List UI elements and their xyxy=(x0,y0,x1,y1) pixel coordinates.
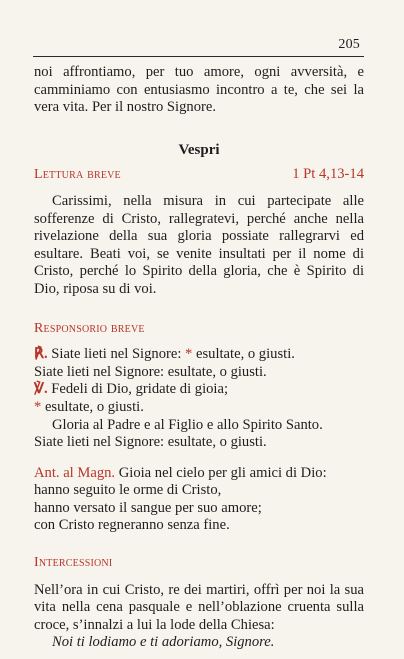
responsorio-line-4 xyxy=(34,399,364,417)
intercessioni-text: Nell’ora in cui Cristo, re dei martiri, offrì per noi la sua vita nella cena pasquale e nell’oblazione cruenta sulla croce, s’innalzi a lui la lode della Chiesa: xyxy=(34,581,364,633)
vespri-title: Vespri xyxy=(178,141,220,158)
page-content xyxy=(34,60,364,652)
antifona-line-1 xyxy=(34,465,364,483)
responsorio-line-5: Gloria al Padre e al Figlio e allo Spirito Santo. xyxy=(52,416,323,433)
antifona-line-2: hanno seguito le orme di Cristo, xyxy=(34,482,222,499)
intercessioni-response: Noi ti lodiamo e ti adoriamo, Signore. xyxy=(52,634,275,651)
responsorio-line-1 xyxy=(34,346,364,364)
responsorio-line-2: Siate lieti nel Signore: esultate, o giusti. xyxy=(34,363,267,380)
intercessioni-label: Intercessioni xyxy=(34,555,113,571)
responsorio-label: Responsorio breve xyxy=(34,320,145,336)
responsorio-text-1a: Siate lieti nel Signore: xyxy=(47,346,186,363)
header-rule xyxy=(33,56,364,57)
responsorio-text-4: esultate, o giusti. xyxy=(41,398,144,415)
responsorio-line-3 xyxy=(34,381,364,399)
lettura-breve-label: Lettura breve xyxy=(34,167,121,183)
antifona-block xyxy=(34,465,364,535)
asterisk-mark: * xyxy=(185,346,193,363)
lettura-breve-reference: 1 Pt 4,13-14 xyxy=(292,166,364,183)
lettura-breve-text: Carissimi, nella misura in cui partecipate alle sofferenze di Cristo, rallegratevi, perché anche nella rivelazione della sua gloria possiate rallegrarvi ed esultare. Beati voi, se venite insultati per il nome di Cristo, perché lo Spirito della gloria, che è Spirito di Dio, riposa su di voi. xyxy=(34,192,364,297)
responsorio-text-1b: esultate, o giusti. xyxy=(192,346,295,363)
lettura-breve-heading xyxy=(34,166,364,184)
antifona-label: Ant. al Magn. xyxy=(34,464,116,481)
responsorio-block xyxy=(34,346,364,452)
versicle-symbol: ℣. xyxy=(34,381,48,398)
antifona-text-1: Gioia nel cielo per gli amici di Dio: xyxy=(115,464,327,481)
antifona-line-3: hanno versato il sangue per suo amore; xyxy=(34,499,262,516)
responsorio-text-3: Fedeli di Dio, gridate di gioia; xyxy=(47,381,229,398)
response-symbol: ℟. xyxy=(34,346,48,363)
page-number: 205 xyxy=(338,37,360,52)
antifona-line-4: con Cristo regneranno senza fine. xyxy=(34,517,230,534)
responsorio-line-6: Siate lieti nel Signore: esultate, o giusti. xyxy=(34,434,267,451)
opening-paragraph: noi affrontiamo, per tuo amore, ogni avversità, e camminiamo con entusiasmo incontro a te, che sei la vera vita. Per il nostro Signore. xyxy=(34,64,364,116)
asterisk-mark: * xyxy=(34,398,42,415)
